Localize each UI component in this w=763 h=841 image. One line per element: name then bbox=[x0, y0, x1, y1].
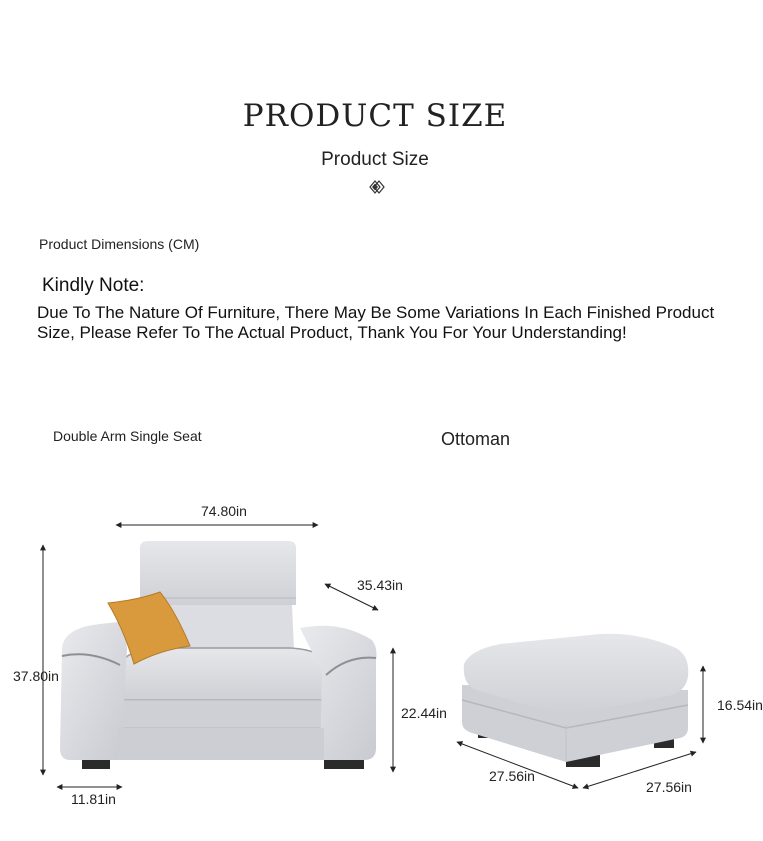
note-heading: Kindly Note: bbox=[42, 275, 145, 296]
page-title: PRODUCT SIZE bbox=[242, 98, 508, 134]
chair-seat-height-value: 22.44in bbox=[401, 705, 447, 721]
armchair-image bbox=[60, 541, 377, 769]
chair-width-value: 74.80in bbox=[201, 503, 247, 519]
ottoman-width-value: 27.56in bbox=[489, 768, 535, 784]
chair-label: Double Arm Single Seat bbox=[53, 428, 202, 444]
chair-height-value: 37.80in bbox=[13, 668, 59, 684]
ottoman-height-value: 16.54in bbox=[717, 697, 763, 713]
chair-arm-width-value: 11.81in bbox=[71, 791, 116, 807]
dimensions-unit-label: Product Dimensions (CM) bbox=[39, 236, 200, 252]
ottoman-image bbox=[462, 634, 688, 767]
chair-depth-value: 35.43in bbox=[357, 577, 403, 593]
ottoman-label: Ottoman bbox=[441, 429, 511, 449]
note-body: Due To The Nature Of Furniture, There May Be Some Variations In Each Finished Product Size, Please Refer To The Actual Product, Thank You For Your Understanding! bbox=[37, 303, 715, 342]
ottoman-depth-value: 27.56in bbox=[646, 779, 692, 795]
page-subtitle: Product Size bbox=[321, 149, 429, 170]
